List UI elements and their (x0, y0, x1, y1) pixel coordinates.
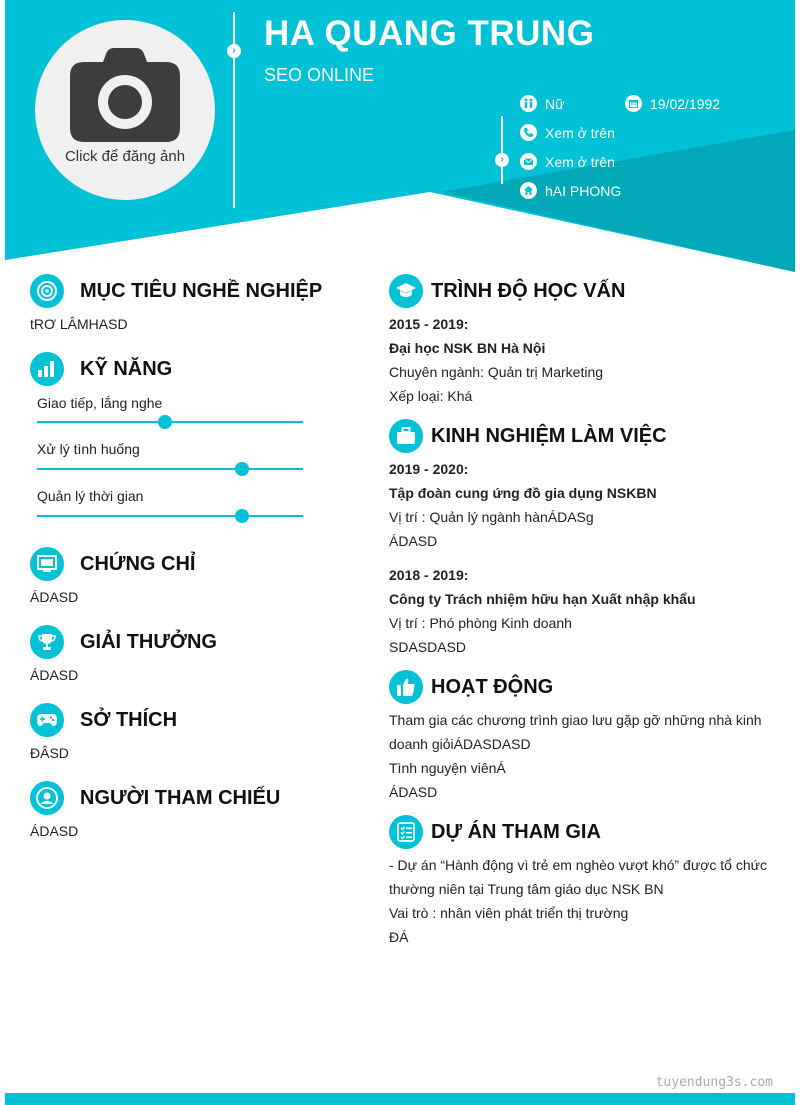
projects-line[interactable]: ĐÁ (389, 929, 409, 945)
section-title: CHỨNG CHỈ (80, 552, 196, 575)
job-position[interactable]: Vị trí : Phó phòng Kinh doanh (389, 615, 572, 631)
activities-line[interactable]: ÁDASD (389, 784, 438, 800)
header-divider-line (233, 12, 235, 208)
photo-upload-label: Click để đăng ảnh (64, 147, 186, 165)
education-school[interactable]: Đại học NSK BN Hà Nội (389, 340, 546, 356)
section-title: KỸ NĂNG (80, 357, 173, 380)
skill-level-knob[interactable] (235, 509, 249, 523)
home-icon (520, 182, 537, 199)
chevron-right-icon: › (227, 44, 241, 58)
section-experience-header (389, 419, 667, 453)
phone-icon (520, 124, 537, 141)
email-icon (520, 153, 537, 170)
skill-level-knob[interactable] (235, 462, 249, 476)
chevron-right-icon: › (495, 153, 509, 167)
job-company[interactable]: Công ty Trách nhiệm hữu hạn Xuất nhập khẩu (389, 591, 696, 607)
job-position[interactable]: Vị trí : Quản lý ngành hànÁDASg (389, 509, 594, 525)
section-certificates-header (30, 547, 195, 581)
job-description[interactable]: ÁDASD (389, 533, 438, 549)
section-title: DỰ ÁN THAM GIA (431, 820, 601, 843)
phone-value: Xem ở trên (545, 124, 615, 141)
trophy-icon (30, 625, 64, 659)
section-hobbies-header (30, 703, 177, 737)
section-activities-header (389, 670, 553, 704)
objective-text[interactable]: tRƠ LÂMHASD (30, 316, 128, 332)
projects-line[interactable]: Vai trò : nhân viên phát triển thị trường (389, 905, 629, 921)
contact-divider-line (501, 116, 503, 184)
skill-bar[interactable] (37, 421, 303, 423)
contact-email[interactable] (520, 153, 615, 170)
activities-line[interactable]: Tình nguyện viênÁ (389, 760, 506, 776)
section-skills-header (30, 352, 172, 386)
section-title: KINH NGHIỆM LÀM VIỆC (431, 424, 667, 447)
projects-line[interactable]: - Dự án “Hành động vì trẻ em nghèo vượt khó” được tổ chức (389, 857, 768, 873)
activities-line[interactable]: Tham gia các chương trình giao lưu gặp gỡ những nhà kinh (389, 712, 762, 728)
contact-gender[interactable] (520, 95, 564, 112)
camera-icon (70, 48, 180, 142)
section-title: HOẠT ĐỘNG (431, 675, 554, 698)
education-period[interactable]: 2015 - 2019: (389, 316, 469, 332)
footer-bar (5, 1093, 795, 1105)
profile-photo-upload[interactable] (35, 20, 215, 200)
gamepad-icon (30, 703, 64, 737)
target-icon (30, 274, 64, 308)
birthday-value: 19/02/1992 (650, 95, 721, 112)
briefcase-icon (389, 419, 423, 453)
gender-value: Nữ (545, 95, 565, 112)
skill-label[interactable]: Giao tiếp, lắng nghe (37, 395, 163, 411)
gender-icon (520, 95, 537, 112)
certificate-icon (30, 547, 64, 581)
references-text[interactable]: ÁDASD (30, 823, 79, 839)
education-grade[interactable]: Xếp loại: Khá (389, 388, 473, 404)
skill-label[interactable]: Quản lý thời gian (37, 488, 144, 504)
awards-text[interactable]: ÁDASD (30, 667, 79, 683)
skill-bar[interactable] (37, 515, 303, 517)
contact-birthday[interactable] (625, 95, 720, 112)
job-period[interactable]: 2018 - 2019: (389, 567, 469, 583)
section-awards-header (30, 625, 217, 659)
projects-line[interactable]: thường niên tại Trung tâm giáo dục NSK BN (389, 881, 664, 897)
graduation-cap-icon (389, 274, 423, 308)
hobbies-text[interactable]: ĐÂSD (30, 745, 69, 761)
skill-bar[interactable] (37, 468, 303, 470)
certificates-text[interactable]: ÁDASD (30, 589, 79, 605)
calendar-icon (625, 95, 642, 112)
section-projects-header (389, 815, 601, 849)
address-value: hAI PHONG (545, 182, 622, 199)
bar-chart-icon (30, 352, 64, 386)
thumbs-up-icon (389, 670, 423, 704)
job-description[interactable]: SDASDASD (389, 639, 467, 655)
job-company[interactable]: Tập đoàn cung ứng đồ gia dụng NSKBN (389, 485, 657, 501)
section-references-header (30, 781, 280, 815)
contact-phone[interactable] (520, 124, 615, 141)
skill-label[interactable]: Xử lý tình huống (37, 441, 140, 457)
activities-line[interactable]: doanh giỏiÁDASDASD (389, 736, 531, 752)
section-education-header (389, 274, 625, 308)
contact-address[interactable] (520, 182, 621, 199)
skill-level-knob[interactable] (158, 415, 172, 429)
section-title: SỞ THÍCH (80, 708, 178, 731)
job-period[interactable]: 2019 - 2020: (389, 461, 469, 477)
section-objective-header (30, 274, 322, 308)
section-title: GIẢI THƯỞNG (80, 630, 217, 653)
watermark: tuyendung3s.com (655, 1075, 773, 1090)
user-icon (30, 781, 64, 815)
section-title: NGƯỜI THAM CHIẾU (80, 786, 281, 809)
email-value: Xem ở trên (545, 153, 615, 170)
section-title: MỤC TIÊU NGHỀ NGHIỆP (80, 279, 323, 302)
candidate-name[interactable]: HA QUANG TRUNG (264, 14, 595, 53)
section-title: TRÌNH ĐỘ HỌC VẤN (431, 279, 626, 302)
job-title[interactable]: SEO ONLINE (264, 65, 375, 85)
checklist-icon (389, 815, 423, 849)
education-major[interactable]: Chuyên ngành: Quản trị Marketing (389, 364, 604, 380)
